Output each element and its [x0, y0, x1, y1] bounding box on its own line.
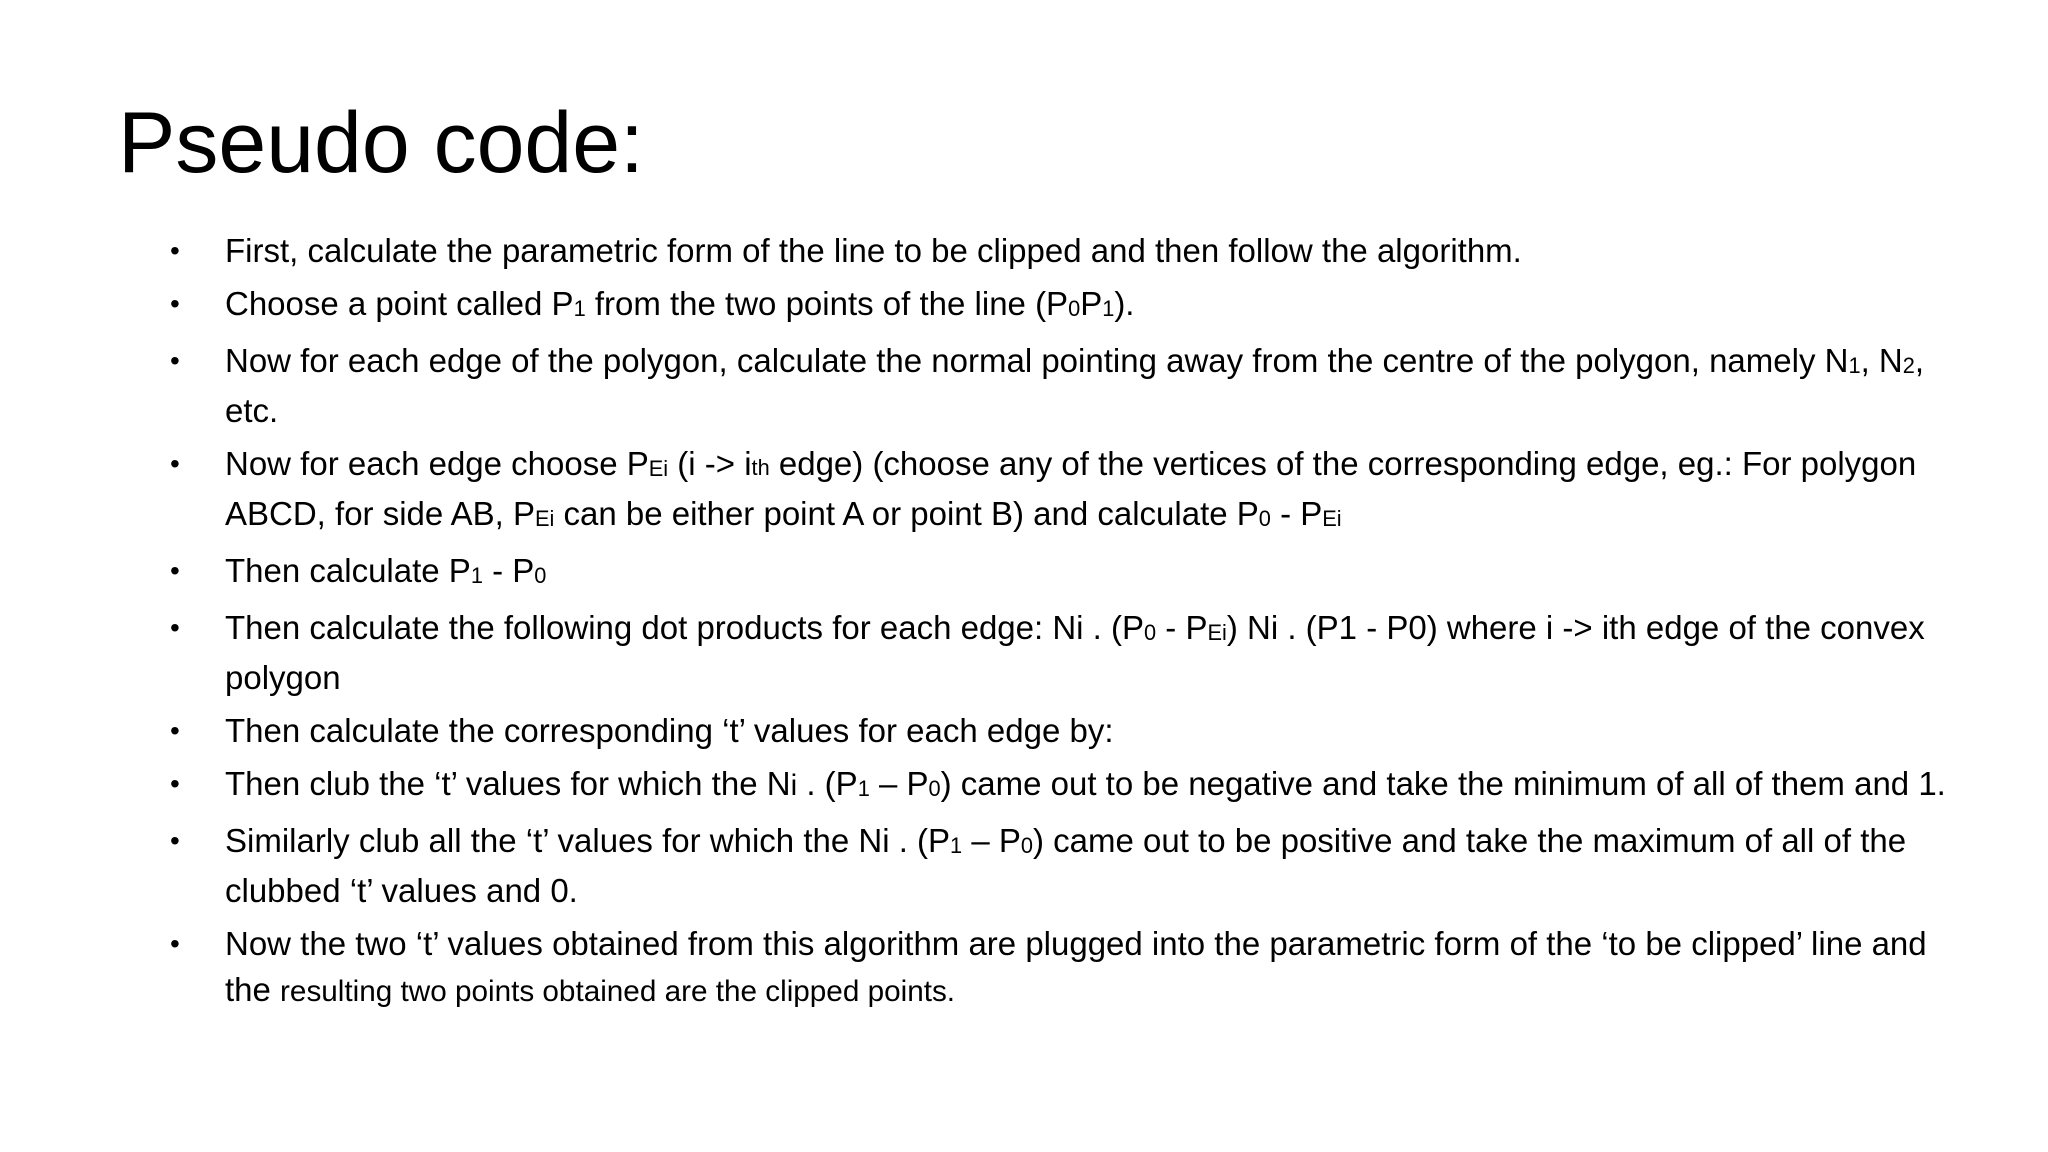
- bullet-marker: •: [170, 235, 180, 266]
- bullet-text-run: . (P: [797, 765, 858, 802]
- bullet-text-run: , N: [1860, 342, 1903, 379]
- bullet-text: [225, 609, 1925, 696]
- bullet-text-sub: Ei: [534, 506, 555, 532]
- bullet-text: [225, 822, 1906, 909]
- bullet-item: [170, 228, 1960, 274]
- bullet-text-sub: 0: [1144, 620, 1157, 646]
- bullet-item: [170, 761, 1960, 811]
- bullet-text-run: (i -> i: [668, 445, 752, 482]
- bullet-text-run: , etc.: [225, 342, 1925, 429]
- bullet-text-run: First, calculate the parametric form of the line to be clipped and then follow the algorithm.: [225, 232, 1522, 269]
- bullet-text-sub: 1: [1102, 296, 1115, 322]
- bullet-text: [225, 445, 1916, 532]
- bullet-list: [170, 228, 1960, 1022]
- bullet-text-sub: 0: [1020, 833, 1033, 859]
- bullet-text-sub: 0: [1068, 296, 1081, 322]
- bullet-text-sub: 0: [534, 563, 547, 589]
- bullet-text-sub: 0: [1258, 506, 1271, 532]
- bullet-text-sub: Ei: [1207, 620, 1227, 646]
- bullet-text-sub: Ei: [1322, 506, 1342, 532]
- bullet-text-run: Then calculate the following dot products for each edge: Ni . (P: [225, 609, 1145, 646]
- bullet-marker: •: [170, 555, 180, 586]
- bullet-marker: •: [170, 612, 180, 643]
- bullet-text: [225, 925, 1927, 1008]
- bullet-marker: •: [170, 928, 180, 959]
- bullet-text-sub: 1: [857, 776, 870, 802]
- bullet-text-run: Now for each edge choose P: [225, 445, 649, 482]
- bullet-text-run: from the two points of the line (P: [585, 285, 1069, 322]
- bullet-text-sup: th: [751, 455, 770, 480]
- bullet-marker: •: [170, 768, 180, 799]
- bullet-text-run: – P: [869, 765, 929, 802]
- bullet-text-run: Now for each edge of the polygon, calculate the normal pointing away from the centre of the polygon, namely N: [225, 342, 1849, 379]
- bullet-text: [225, 765, 1946, 802]
- bullet-text-run: ) came out to be positive and take the maximum of all of the clubbed ‘t’ values and 0.: [225, 822, 1907, 909]
- bullet-item: [170, 708, 1960, 754]
- bullet-text: [225, 552, 546, 589]
- bullet-marker: •: [170, 825, 180, 856]
- bullet-marker: •: [170, 345, 180, 376]
- bullet-text-run: ) came out to be negative and take the minimum of all of them and 1.: [940, 765, 1946, 802]
- bullet-item: [170, 338, 1960, 434]
- bullet-text-run: ).: [1114, 285, 1135, 322]
- bullet-text-sub: 1: [470, 563, 483, 589]
- bullet-marker: •: [170, 715, 180, 746]
- bullet-text: [225, 285, 1134, 322]
- bullet-text-run: Similarly club all the ‘t’ values for which the Ni . (P: [225, 822, 951, 859]
- bullet-item: [170, 605, 1960, 701]
- bullet-text-run: edge) (choose any of the vertices of the corresponding edge, eg.: For polygon ABCD, for side AB, P: [225, 445, 1917, 532]
- bullet-text-run: P: [1080, 285, 1103, 322]
- bullet-item: [170, 818, 1960, 914]
- bullet-text-run: Then calculate P: [225, 552, 471, 589]
- bullet-text-run: - P: [1156, 609, 1208, 646]
- bullet-text-sub: 1: [950, 833, 963, 859]
- bullet-text-run: – P: [962, 822, 1021, 859]
- bullet-marker: •: [170, 448, 180, 479]
- bullet-text-sub: 0: [928, 776, 941, 802]
- bullet-text-sub: Ei: [648, 456, 669, 482]
- bullet-item: [170, 281, 1960, 331]
- bullet-item: [170, 548, 1960, 598]
- bullet-text-sub: 1: [573, 296, 586, 322]
- bullet-text-small: i: [790, 769, 798, 802]
- bullet-marker: •: [170, 288, 180, 319]
- bullet-text-sub: 2: [1902, 353, 1915, 379]
- slide-title: Pseudo code:: [118, 95, 644, 191]
- bullet-text: [225, 712, 1114, 749]
- bullet-text-run: Then club the ‘t’ values for which the N: [225, 765, 791, 802]
- bullet-item: [170, 441, 1960, 541]
- bullet-item: [170, 921, 1960, 1015]
- bullet-text: [225, 232, 1522, 269]
- bullet-text-run: can be either point A or point B) and calculate P: [554, 495, 1259, 532]
- bullet-text-run: Choose a point called P: [225, 285, 574, 322]
- bullet-text-run: - P: [1270, 495, 1323, 532]
- bullet-text-run: Now the two ‘t’ values obtained from this algorithm are plugged into the parametric form of the ‘to be clipped’ line and the: [225, 925, 1927, 1008]
- bullet-text-run: Then calculate the corresponding ‘t’ values for each edge by:: [225, 712, 1114, 749]
- bullet-text-run: ) Ni . (P1 - P0) where i -> ith edge of the convex polygon: [225, 609, 1925, 696]
- bullet-text-run: - P: [482, 552, 535, 589]
- bullet-text: [225, 342, 1924, 429]
- bullet-text-sub: 1: [1848, 353, 1861, 379]
- bullet-text-small: resulting two points obtained are the clipped points.: [280, 975, 956, 1008]
